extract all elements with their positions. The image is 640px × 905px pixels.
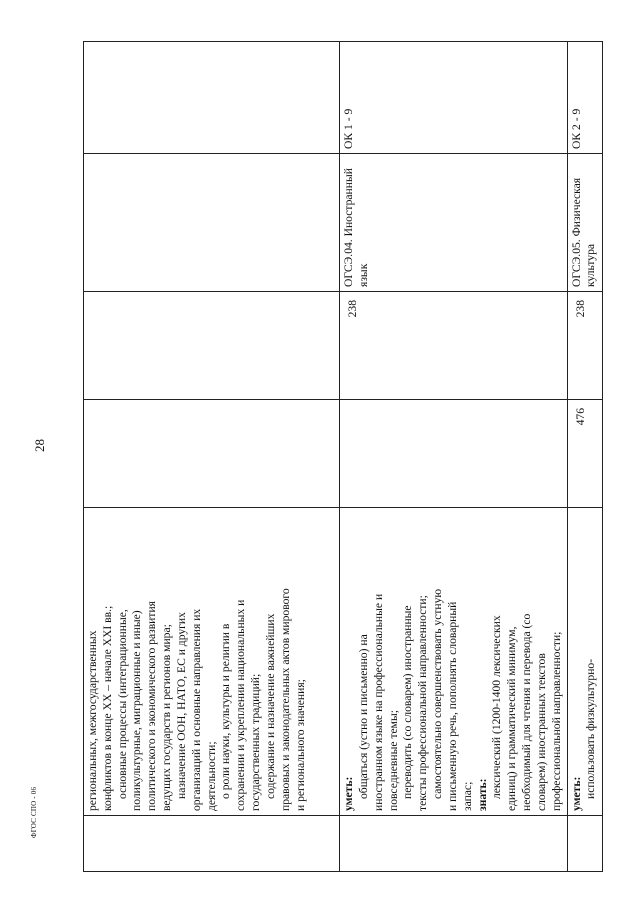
description-line: поликультурные, миграционные и иные) bbox=[130, 610, 144, 811]
description-line: и регионального значения; bbox=[293, 679, 307, 811]
description-line: иностранном языке на профессиональные и bbox=[371, 593, 385, 811]
description-line: организаций и основные направления их bbox=[189, 608, 203, 811]
description-line: лексический (1200-1400 лексических bbox=[490, 615, 504, 799]
description-line: профессиональной направленности; bbox=[549, 631, 563, 811]
description-line: знать: bbox=[475, 778, 489, 811]
blank-cell bbox=[567, 816, 602, 872]
description-cell bbox=[567, 508, 602, 816]
description-line: правовых и законодательных актов мирового bbox=[278, 588, 292, 811]
description-line: назначение ООН, НАТО, ЕС и других bbox=[174, 612, 188, 799]
description-line: конфликтов в конце XX – начале XXI вв.; bbox=[100, 605, 114, 811]
discipline-cell: ОГСЭ.04. Иностранный язык bbox=[340, 154, 567, 292]
competencies-cell bbox=[84, 42, 340, 154]
total-hours-cell bbox=[84, 400, 340, 508]
hours-cell: 238 bbox=[340, 292, 567, 400]
description-line: необходимый для чтения и перевода (со bbox=[520, 613, 534, 811]
total-hours-cell bbox=[340, 400, 567, 508]
description-line: уметь: bbox=[569, 776, 583, 811]
description-line: сохранении и укреплении национальных и bbox=[234, 599, 248, 811]
hours-cell: 238 bbox=[567, 292, 602, 400]
description-line: общаться (устно и письменно) на bbox=[356, 634, 370, 799]
description-line: основные процессы (интеграционные, bbox=[115, 609, 129, 799]
description-line: уметь: bbox=[342, 776, 356, 811]
description-cell bbox=[84, 508, 340, 816]
table-row bbox=[340, 42, 567, 872]
blank-cell bbox=[340, 816, 567, 872]
description-line: словарем) иностранных текстов bbox=[534, 653, 548, 811]
discipline-cell: ОГСЭ.05. Физическая культура bbox=[567, 154, 602, 292]
description-line: содержание и назначение важнейших bbox=[263, 613, 277, 799]
competencies-cell: ОК 2 - 9 bbox=[567, 42, 602, 154]
description-line: переводить (со словарем) иностранные bbox=[401, 605, 415, 799]
description-line: самостоятельно совершенствовать устную bbox=[431, 588, 445, 799]
description-line: о роли науки, культуры и религии в bbox=[219, 623, 233, 799]
total-hours-cell: 476 bbox=[567, 400, 602, 508]
table-row bbox=[84, 42, 340, 872]
description-line: запас; bbox=[460, 781, 474, 811]
description-line: ведущих государств и регионов мира; bbox=[160, 624, 174, 811]
blank-cell bbox=[84, 816, 340, 872]
footer-doc-code: ФГОС СПО - 06 bbox=[30, 786, 38, 838]
competencies-cell: ОК 1 - 9 bbox=[340, 42, 567, 154]
description-line: региональных, межгосударственных bbox=[86, 630, 99, 811]
discipline-cell bbox=[84, 154, 340, 292]
table-row bbox=[567, 42, 602, 872]
page-number: 28 bbox=[32, 439, 47, 452]
description-line: тексты профессиональной направленности; bbox=[416, 595, 430, 811]
description-cell bbox=[340, 508, 567, 816]
description-line: повседневные темы; bbox=[386, 709, 400, 811]
table-container bbox=[83, 42, 603, 872]
hours-cell bbox=[84, 292, 340, 400]
description-line: и письменную речь, пополнять словарный bbox=[445, 601, 459, 811]
description-line: деятельности; bbox=[204, 741, 218, 811]
description-line: использовать физкультурно- bbox=[584, 658, 598, 799]
description-line: государственных традиций; bbox=[249, 673, 263, 811]
competency-table bbox=[83, 41, 603, 872]
description-line: политического и экономического развития bbox=[145, 601, 159, 811]
description-line: единиц) и грамматический минимум, bbox=[505, 626, 519, 811]
